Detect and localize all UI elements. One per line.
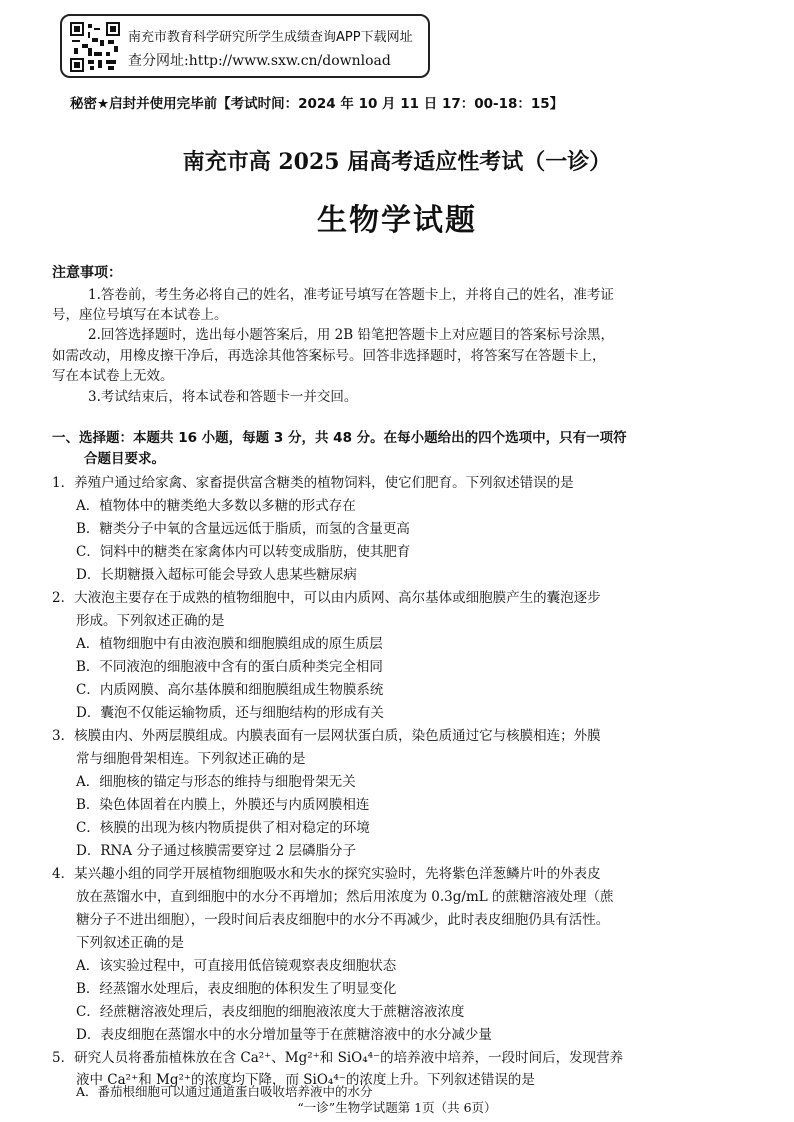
qr-code-icon[interactable] xyxy=(70,22,120,72)
question-stem: 液中 Ca²⁺和 Mg²⁺的浓度均下降，而 SiO₄⁴⁻的浓度上升。下列叙述错误的是 xyxy=(76,1072,535,1088)
exam-title: 南充市高 2025 届高考适应性考试（一诊） xyxy=(182,149,612,175)
section-heading: 合题目要求。 xyxy=(84,451,165,467)
score-query-url[interactable]: 查分网址:http://www.sxw.cn/download xyxy=(128,53,391,69)
option-a: A．该实验过程中，可直接用低倍镜观察表皮细胞状态 xyxy=(76,958,397,974)
option-b: B．经蒸馏水处理后，表皮细胞的体积发生了明显变化 xyxy=(76,981,397,997)
option-c: C．饲料中的糖类在家禽体内可以转变成脂肪，使其肥育 xyxy=(76,544,411,560)
question-stem: 糖分子不进出细胞），一段时间后表皮细胞中的水分不再减少，此时表皮细胞仍具有活性。 xyxy=(76,912,610,928)
section-heading: 一、选择题：本题共 16 小题，每题 3 分，共 48 分。在每小题给出的四个选项中，只有一项符 xyxy=(52,430,627,446)
notes-line: 3.考试结束后，将本试卷和答题卡一并交回。 xyxy=(88,389,358,405)
notes-line: 写在本试卷上无效。 xyxy=(52,368,174,384)
option-a: A．细胞核的锚定与形态的维持与细胞骨架无关 xyxy=(76,774,356,790)
download-info-box xyxy=(60,14,430,78)
option-c: C．核膜的出现为核内物质提供了相对稳定的环境 xyxy=(76,820,370,836)
option-c: C．经蔗糖溶液处理后，表皮细胞的细胞液浓度大于蔗糖溶液浓度 xyxy=(76,1004,465,1020)
question-stem: 2．大液泡主要存在于成熟的植物细胞中，可以由内质网、高尔基体或细胞膜产生的囊泡逐步 xyxy=(52,590,601,606)
confidential-exam-time: 秘密★启封并使用完毕前【考试时间：2024 年 10 月 11 日 17：00-18：15】 xyxy=(70,96,564,112)
notes-line: 号，座位号填写在本试卷上。 xyxy=(52,307,228,323)
option-d: D．长期糖摄入超标可能会导致人患某些糖尿病 xyxy=(76,567,357,583)
question-stem: 下列叙述正确的是 xyxy=(76,935,184,951)
paper-title: 生物学试题 xyxy=(317,203,477,238)
app-download-text: 南充市教育科学研究所学生成绩查询APP下载网址 xyxy=(128,30,413,45)
question-stem: 常与细胞骨架相连。下列叙述正确的是 xyxy=(76,751,306,767)
option-d: D．表皮细胞在蒸馏水中的水分增加量等于在蔗糖溶液中的水分减少量 xyxy=(76,1027,492,1043)
question-stem: 5．研究人员将番茄植株放在含 Ca²⁺、Mg²⁺和 SiO₄⁴⁻的培养液中培养，一段时间后，发现营养 xyxy=(52,1050,624,1066)
option-c: C．内质网膜、高尔基体膜和细胞膜组成生物膜系统 xyxy=(76,682,384,698)
notes-line: 如需改动，用橡皮擦干净后，再选涂其他答案标号。回答非选择题时，将答案写在答题卡上， xyxy=(52,348,606,364)
option-d: D．囊泡不仅能运输物质，还与细胞结构的形成有关 xyxy=(76,705,384,721)
question-stem: 1．养殖户通过给家禽、家畜提供富含糖类的植物饲料，使它们肥育。下列叙述错误的是 xyxy=(52,475,574,491)
option-b: B．不同液泡的细胞液中含有的蛋白质种类完全相同 xyxy=(76,659,383,675)
option-a: A．植物体中的糖类绝大多数以多糖的形式存在 xyxy=(76,498,356,514)
question-stem: 4．某兴趣小组的同学开展植物细胞吸水和失水的探究实验时，先将紫色洋葱鳞片叶的外表皮 xyxy=(52,866,601,882)
page-footer: “一诊”生物学试题第 1页（共 6页） xyxy=(297,1100,497,1115)
option-b: B．染色体固着在内膜上，外膜还与内质网膜相连 xyxy=(76,797,370,813)
notes-line: 2.回答选择题时，选出每小题答案后，用 2B 铅笔把答题卡上对应题目的答案标号涂黑， xyxy=(88,327,614,343)
option-a: A．植物细胞中有由液泡膜和细胞膜组成的原生质层 xyxy=(76,636,383,652)
notes-heading: 注意事项： xyxy=(52,265,122,281)
question-stem: 3．核膜由内、外两层膜组成。内膜表面有一层网状蛋白质，染色质通过它与核膜相连；外膜 xyxy=(52,728,601,744)
option-a: A．番茄根细胞可以通过通道蛋白吸收培养液中的水分 xyxy=(76,1084,373,1099)
question-stem: 放在蒸馏水中，直到细胞中的水分不再增加；然后用浓度为 0.3g/mL 的蔗糖溶液处理（蔗 xyxy=(76,889,614,905)
notes-line: 1.答卷前，考生务必将自己的姓名，准考证号填写在答题卡上，并将自己的姓名，准考证 xyxy=(88,287,614,303)
option-b: B．糖类分子中氧的含量远远低于脂质，而氢的含量更高 xyxy=(76,521,410,537)
question-stem: 形成。下列叙述正确的是 xyxy=(76,613,225,629)
option-d: D．RNA 分子通过核膜需要穿过 2 层磷脂分子 xyxy=(76,843,357,859)
